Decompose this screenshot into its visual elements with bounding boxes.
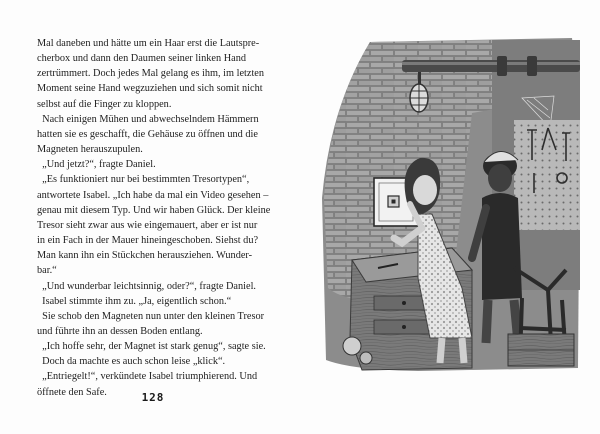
text-line: antwortete Isabel. „Ich habe da mal ein Video gesehen –	[37, 189, 269, 201]
text-line: selbst auf die Finger zu kloppen.	[37, 98, 172, 110]
page-number: 128	[141, 391, 165, 404]
text-line: Doch da machte es auch schon leise „klick“.	[37, 356, 226, 368]
text-line: „Es funktioniert nur bei bestimmten Tresortypen“,	[37, 174, 250, 186]
text-line: Sie schob den Magneten nun unter den kleinen Tresor	[37, 310, 265, 322]
text-line: Magneten herauszupulen.	[37, 144, 143, 156]
text-line: Tresor sieht zwar aus wie eingemauert, aber er ist nur	[37, 219, 258, 231]
text-line: „Entriegelt!“, verkündete Isabel triumphierend. Und	[37, 371, 258, 383]
text-line: bar.“	[37, 265, 57, 277]
text-line: Isabel stimmte ihm zu. „Ja, eigentlich schon.“	[37, 295, 232, 307]
text-line: und führte ihn an dessen Boden entlang.	[37, 325, 203, 337]
body-text	[37, 36, 303, 400]
text-line: cherbox und dann den Daumen seiner linken Hand	[37, 53, 247, 65]
text-line: Nach einigen Mühen und abwechselndem Hämmern	[37, 113, 259, 125]
basement-illustration	[322, 38, 580, 371]
text-line: „Und wunderbar leichtsinnig, oder?“, fragte Daniel.	[37, 280, 257, 292]
text-line: Moment seine Hand wegzuziehen und sich somit nicht	[37, 83, 263, 95]
text-line: Mal daneben und hätte um ein Haar erst die Lautspre-	[37, 38, 260, 49]
text-line: Man kann ihn ein Stückchen herausziehen. Wunder-	[37, 250, 253, 262]
text-line: „Ich hoffe sehr, der Magnet ist stark genug“, sagte sie.	[37, 341, 266, 353]
crate	[508, 334, 574, 366]
ceiling-pipe	[402, 60, 580, 72]
text-line: hatten sie es geschafft, die Gehäuse zu öffnen und die	[37, 128, 258, 140]
text-line: „Und jetzt?“, fragte Daniel.	[37, 159, 156, 171]
text-line: zertrümmert. Doch jedes Mal gelang es ihm, im letzten	[37, 68, 265, 80]
text-line: öffnete den Safe.	[37, 386, 107, 398]
text-line: genau mit diesem Typ. Und wir haben Glück. Der kleine	[37, 204, 271, 216]
text-line: in ein Fach in der Mauer hineingeschoben. Siehst du?	[37, 235, 259, 247]
pegboard	[514, 120, 580, 230]
